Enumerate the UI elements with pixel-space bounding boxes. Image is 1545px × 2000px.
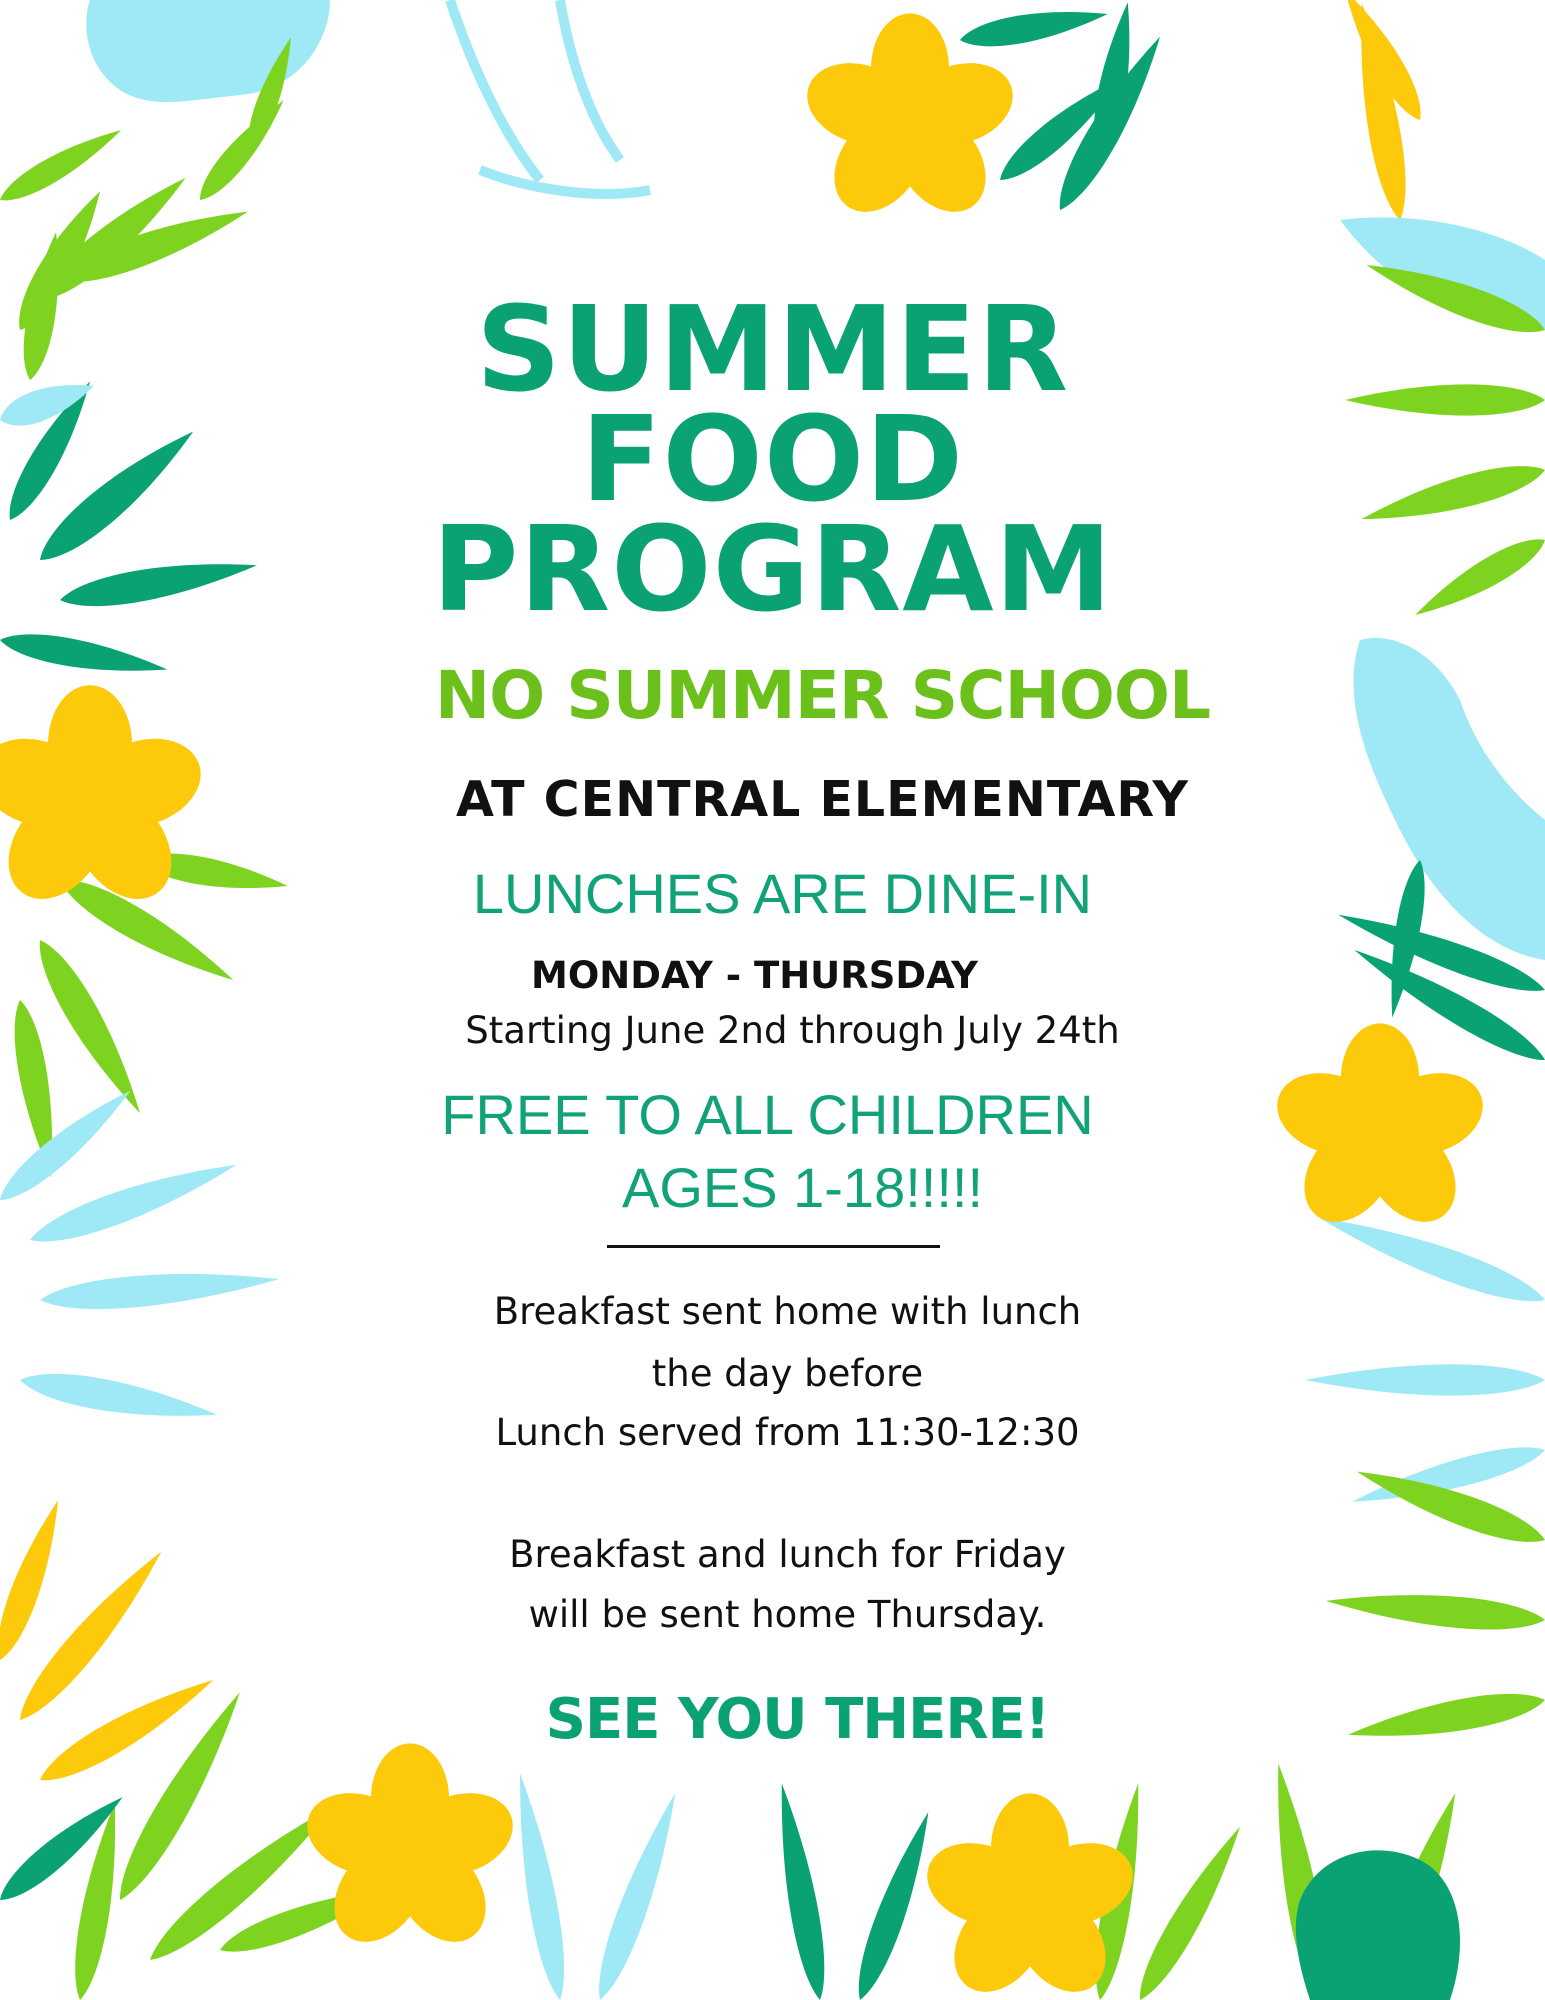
- friday-line-1: Breakfast and lunch for Friday: [509, 1533, 1066, 1576]
- no-summer-school-notice: NO SUMMER SCHOOL: [434, 657, 1211, 734]
- eligibility-line-1: FREE TO ALL CHILDREN: [441, 1083, 1094, 1146]
- program-title-line-1: SUMMER: [475, 280, 1070, 418]
- date-range-text: Starting June 2nd through July 24th: [465, 1009, 1120, 1052]
- details-line-1: Breakfast sent home with lunch: [493, 1290, 1082, 1333]
- dining-heading: LUNCHES ARE DINE-IN: [472, 862, 1093, 925]
- days-heading: MONDAY - THURSDAY: [531, 954, 978, 997]
- eligibility-line-2: AGES 1-18!!!!!: [621, 1156, 984, 1219]
- closing-call-to-action: SEE YOU THERE!: [545, 1687, 1050, 1752]
- program-title-line-2: FOOD: [580, 390, 965, 528]
- friday-line-2: will be sent home Thursday.: [528, 1593, 1047, 1636]
- program-title-line-3: PROGRAM: [431, 500, 1114, 638]
- details-line-2: the day before: [651, 1352, 924, 1395]
- divider-line: [607, 1245, 940, 1248]
- details-line-3: Lunch served from 11:30-12:30: [495, 1411, 1080, 1454]
- location-heading: AT CENTRAL ELEMENTARY: [456, 771, 1189, 828]
